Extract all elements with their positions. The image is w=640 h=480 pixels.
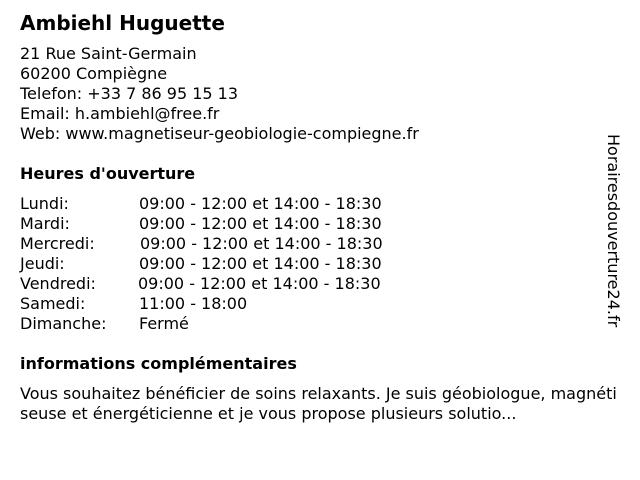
additional-info-text: Vous souhaitez bénéficier de soins relaxants. Je suis géobiologue, magnétiseuse et énergéticienne et je vous propose plusieurs solutio... <box>20 384 617 423</box>
hours-row-jeudi <box>20 254 620 274</box>
hours-time: Fermé <box>139 314 189 333</box>
site-watermark: Horairesdouverture24.fr <box>604 134 623 328</box>
hours-day: Dimanche: <box>20 314 107 333</box>
hours-time: 09:00 - 12:00 et 14:00 - 18:30 <box>140 234 383 253</box>
hours-day: Samedi: <box>20 294 86 313</box>
business-name: Ambiehl Huguette <box>20 11 225 35</box>
hours-row-dimanche <box>20 314 620 334</box>
hours-day: Vendredi: <box>20 274 96 293</box>
hours-time: 09:00 - 12:00 et 14:00 - 18:30 <box>139 214 382 233</box>
address-street: 21 Rue Saint-Germain <box>20 44 197 63</box>
hours-day: Mercredi: <box>20 234 95 253</box>
hours-time: 09:00 - 12:00 et 14:00 - 18:30 <box>139 194 382 213</box>
hours-day: Mardi: <box>20 214 70 233</box>
business-card <box>20 10 620 424</box>
hours-day: Jeudi: <box>20 254 65 273</box>
hours-row-lundi <box>20 194 620 214</box>
hours-day: Lundi: <box>20 194 69 213</box>
opening-hours-table <box>20 194 620 334</box>
hours-time: 09:00 - 12:00 et 14:00 - 18:30 <box>138 274 381 293</box>
web-line: Web: www.magnetiseur-geobiologie-compiegne.fr <box>20 124 419 143</box>
hours-row-mercredi <box>20 234 620 254</box>
contact-block <box>20 44 620 144</box>
address-city: 60200 Compiègne <box>20 64 168 83</box>
hours-row-mardi <box>20 214 620 234</box>
phone-line: Telefon: +33 7 86 95 15 13 <box>20 84 239 103</box>
hours-row-vendredi <box>20 274 620 294</box>
hours-time: 09:00 - 12:00 et 14:00 - 18:30 <box>139 254 382 273</box>
additional-info-heading: informations complémentaires <box>20 354 297 373</box>
opening-hours-heading: Heures d'ouverture <box>20 164 196 183</box>
email-line: Email: h.ambiehl@free.fr <box>20 104 220 123</box>
hours-time: 11:00 - 18:00 <box>139 294 248 313</box>
hours-row-samedi <box>20 294 620 314</box>
